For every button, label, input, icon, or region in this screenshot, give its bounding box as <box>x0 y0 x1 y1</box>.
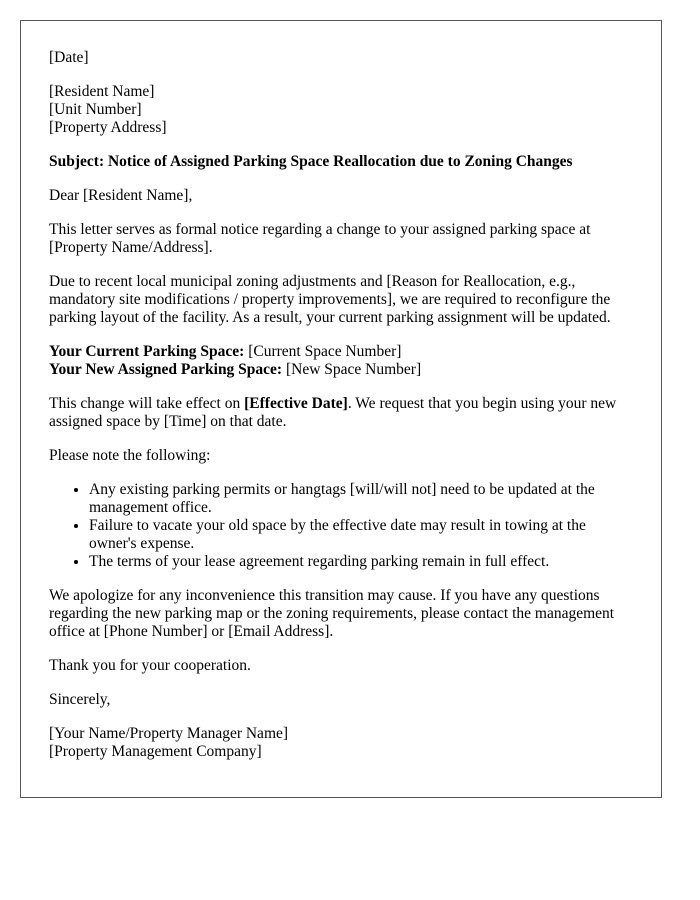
current-space-value: [Current Space Number] <box>244 343 402 360</box>
list-item: • The terms of your lease agreement regarding parking remain in full effect. <box>89 553 633 571</box>
salutation: Dear [Resident Name], <box>49 187 193 204</box>
letter <box>20 20 662 798</box>
closing: Sincerely, <box>49 691 111 708</box>
signature-block <box>49 725 633 761</box>
apology-paragraph: We apologize for any inconvenience this transition may cause. If you have any questions regarding the new parking map or the zoning requirements, please contact the management office at [Phone Number] or [Email Address]. <box>49 587 615 640</box>
current-space-label: Your Current Parking Space: <box>49 343 245 360</box>
list-item: • Failure to vacate your old space by the effective date may result in towing at the owner's expense. <box>89 517 633 553</box>
recipient-name: [Resident Name] <box>49 83 155 100</box>
list-item: • Any existing parking permits or hangtags [will/will not] need to be updated at the management office. <box>89 481 633 517</box>
effective-date: [Effective Date] <box>244 395 348 412</box>
letter-date: [Date] <box>49 49 89 66</box>
parking-spaces-block <box>49 343 633 379</box>
notes-list <box>49 481 633 571</box>
letter-subject: Subject: Notice of Assigned Parking Space Reallocation due to Zoning Changes <box>49 153 573 170</box>
effective-paragraph <box>49 395 633 431</box>
current-space-line <box>49 343 633 361</box>
recipient-block <box>49 83 633 137</box>
effective-prefix: This change will take effect on <box>49 395 245 412</box>
signature-company: [Property Management Company] <box>49 743 262 760</box>
thanks-paragraph: Thank you for your cooperation. <box>49 657 251 674</box>
effective-suffix: . We request that you begin using your new assigned space by [Time] on that date. <box>49 395 617 430</box>
recipient-unit: [Unit Number] <box>49 101 142 118</box>
notes-intro: Please note the following: <box>49 447 211 464</box>
intro-paragraph: This letter serves as formal notice regarding a change to your assigned parking space at [Property Name/Address]. <box>49 221 591 256</box>
signature-name: [Your Name/Property Manager Name] <box>49 725 289 742</box>
new-space-label: Your New Assigned Parking Space: <box>49 361 283 378</box>
new-space-line <box>49 361 633 379</box>
reason-paragraph: Due to recent local municipal zoning adjustments and [Reason for Reallocation, e.g., mandatory site modifications / property improvements], we are required to reconfigure the parking layout of the facility. As a result, your current parking assignment will be updated. <box>49 273 611 326</box>
recipient-address: [Property Address] <box>49 119 167 136</box>
new-space-value: [New Space Number] <box>282 361 422 378</box>
